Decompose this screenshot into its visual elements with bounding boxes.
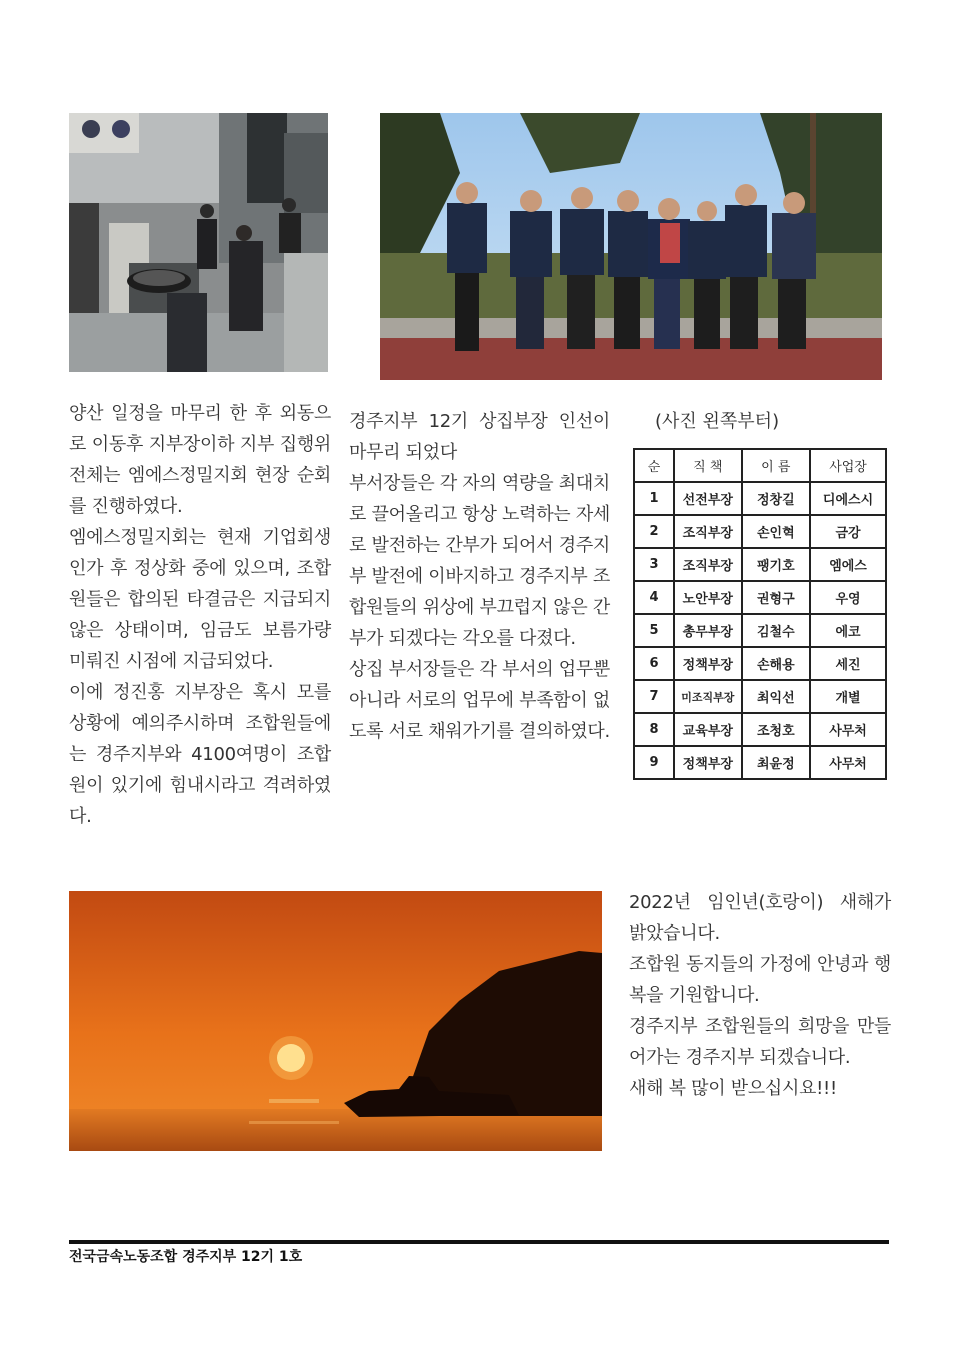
site-visit-paragraph-3: 이에 정진홍 지부장은 혹시 모를 상황에 예의주시하며 조합원들에는 경주지부와 4100여명이 조합원이 있기에 힘내시라고 격려하였다. — [69, 682, 331, 827]
officers-paragraph-3: 상집 부서장들은 각 부서의 업무뿐 아니라 서로의 업무에 부족함이 없도록 서로 채워가기를 결의하였다. — [349, 659, 610, 742]
officers-roster-table — [633, 448, 887, 780]
officers-group-photo — [380, 113, 882, 380]
new-year-greeting — [629, 887, 891, 1104]
sunset-photo — [69, 891, 602, 1151]
row-order: 2 — [634, 515, 674, 548]
header-position: 직 책 — [674, 449, 741, 482]
site-visit-paragraph-1: 양산 일정을 마무리 한 후 외동으로 이동후 지부장이하 지부 집행위 전체는 엠에스정밀지회 현장 순회를 진행하였다. — [69, 403, 331, 517]
row-position: 선전부장 — [674, 482, 741, 515]
table-row — [634, 482, 886, 515]
footer-publication: 전국금속노동조합 경주지부 12기 1호 — [69, 1249, 303, 1265]
greeting-line-4: 새해 복 많이 받으십시요!!! — [629, 1078, 837, 1099]
table-row — [634, 548, 886, 581]
row-order: 4 — [634, 581, 674, 614]
row-name: 정창길 — [742, 482, 811, 515]
row-order: 9 — [634, 746, 674, 779]
factory-visit-photo — [69, 113, 328, 372]
row-workplace: 세진 — [810, 647, 886, 680]
row-order: 3 — [634, 548, 674, 581]
table-row — [634, 515, 886, 548]
row-workplace: 디에스시 — [810, 482, 886, 515]
header-workplace: 사업장 — [810, 449, 886, 482]
row-workplace: 사무처 — [810, 746, 886, 779]
table-row — [634, 713, 886, 746]
row-position: 정책부장 — [674, 746, 741, 779]
photo-caption: (사진 왼쪽부터) — [655, 411, 780, 432]
row-workplace: 금강 — [810, 515, 886, 548]
table-row — [634, 680, 886, 713]
row-name: 손인혁 — [742, 515, 811, 548]
row-position: 노안부장 — [674, 581, 741, 614]
row-position: 미조직부장 — [674, 680, 741, 713]
row-name: 손해용 — [742, 647, 811, 680]
table-row — [634, 614, 886, 647]
row-name: 최윤정 — [742, 746, 811, 779]
greeting-line-2: 조합원 동지들의 가정에 안녕과 행복을 기원합니다. — [629, 954, 891, 1006]
row-order: 5 — [634, 614, 674, 647]
row-position: 교육부장 — [674, 713, 741, 746]
row-order: 1 — [634, 482, 674, 515]
row-workplace: 에코 — [810, 614, 886, 647]
row-workplace: 우영 — [810, 581, 886, 614]
row-workplace: 엠에스 — [810, 548, 886, 581]
row-workplace: 사무처 — [810, 713, 886, 746]
row-workplace: 개별 — [810, 680, 886, 713]
table-row — [634, 746, 886, 779]
footer-divider — [69, 1240, 889, 1244]
row-position: 총무부장 — [674, 614, 741, 647]
table-header-row — [634, 449, 886, 482]
greeting-line-1: 2022년 임인년(호랑이) 새해가 밝았습니다. — [629, 892, 891, 944]
header-name: 이 름 — [742, 449, 811, 482]
row-order: 8 — [634, 713, 674, 746]
row-name: 권형구 — [742, 581, 811, 614]
table-row — [634, 581, 886, 614]
row-position: 조직부장 — [674, 515, 741, 548]
row-name: 최익선 — [742, 680, 811, 713]
greeting-line-3: 경주지부 조합원들의 희망을 만들어가는 경주지부 되겠습니다. — [629, 1016, 891, 1068]
officers-article — [349, 406, 610, 747]
row-position: 정책부장 — [674, 647, 741, 680]
officers-paragraph-1: 경주지부 12기 상집부장 인선이 마무리 되었다 — [349, 411, 610, 463]
row-name: 김철수 — [742, 614, 811, 647]
row-position: 조직부장 — [674, 548, 741, 581]
row-name: 조청호 — [742, 713, 811, 746]
row-name: 팽기호 — [742, 548, 811, 581]
row-order: 6 — [634, 647, 674, 680]
officers-paragraph-2: 부서장들은 각 자의 역량을 최대치로 끌어올리고 항상 노력하는 자세로 발전하는 간부가 되어서 경주지부 발전에 이바지하고 경주지부 조합원들의 위상에 부끄럽지 않은 간부가 되겠다는 각오를 다졌다. — [349, 473, 610, 649]
row-order: 7 — [634, 680, 674, 713]
site-visit-article — [69, 398, 331, 832]
table-row — [634, 647, 886, 680]
header-order: 순 — [634, 449, 674, 482]
site-visit-paragraph-2: 엠에스정밀지회는 현재 기업회생인가 후 정상화 중에 있으며, 조합원들은 합의된 타결금은 지급되지 않은 상태이며, 임금도 보름가량 미뤄진 시점에 지급되었다. — [69, 527, 331, 672]
